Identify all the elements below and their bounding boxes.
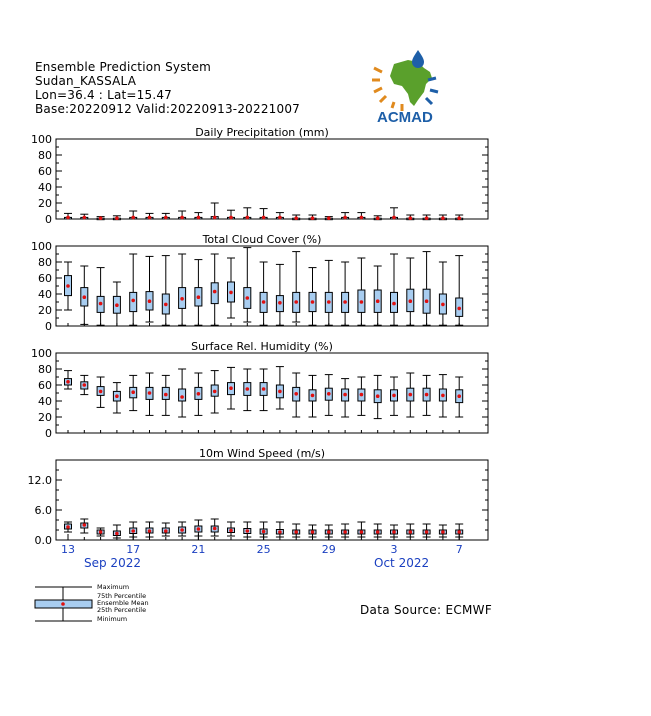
x-tick-label: 13 xyxy=(61,543,75,556)
mean-marker xyxy=(99,216,103,220)
mean-marker xyxy=(327,392,331,396)
month-label-oct: Oct 2022 xyxy=(374,556,430,570)
y-tick-label: 40 xyxy=(38,181,52,194)
panel-frame xyxy=(56,139,488,219)
mean-marker xyxy=(148,299,152,303)
mean-marker xyxy=(115,532,119,536)
mean-marker xyxy=(213,527,217,531)
mean-marker xyxy=(262,216,266,220)
mean-marker xyxy=(148,216,152,220)
mean-marker xyxy=(409,393,413,397)
y-tick-label: 0 xyxy=(45,213,52,226)
mean-marker xyxy=(376,299,380,303)
legend-75th-label: 75th Percentile xyxy=(97,592,147,600)
coords-label: Lon=36.4 : Lat=15.47 xyxy=(35,88,173,102)
mean-marker xyxy=(197,295,201,299)
legend-maximum-label: Maximum xyxy=(97,583,130,591)
mean-marker xyxy=(164,303,168,307)
mean-marker xyxy=(294,300,298,304)
mean-marker xyxy=(262,387,266,391)
mean-marker xyxy=(246,296,250,300)
y-tick-label: 60 xyxy=(38,165,52,178)
x-tick-label: 7 xyxy=(455,543,463,556)
mean-marker xyxy=(457,307,461,311)
y-tick-label: 0 xyxy=(45,427,52,440)
panel-title: Daily Precipitation (mm) xyxy=(195,126,329,139)
y-tick-label: 0 xyxy=(45,320,52,333)
mean-marker xyxy=(115,394,119,398)
mean-marker xyxy=(425,530,429,534)
mean-marker xyxy=(327,530,331,534)
mean-marker xyxy=(213,290,217,294)
chart-title: Ensemble Prediction System xyxy=(35,60,212,74)
mean-marker xyxy=(164,393,168,397)
y-tick-label: 12.0 xyxy=(27,474,52,487)
y-tick-label: 60 xyxy=(38,379,52,392)
mean-marker xyxy=(343,530,347,534)
mean-marker xyxy=(99,302,103,306)
y-tick-label: 20 xyxy=(38,411,52,424)
mean-marker xyxy=(180,297,184,301)
mean-marker xyxy=(66,380,70,384)
mean-marker xyxy=(278,390,282,394)
mean-marker xyxy=(229,529,233,533)
y-tick-label: 80 xyxy=(38,149,52,162)
base-valid-label: Base:20220912 Valid:20220913-20221007 xyxy=(35,102,301,116)
mean-marker xyxy=(441,394,445,398)
mean-marker xyxy=(197,392,201,396)
legend-25th-label: 25th Percentile xyxy=(97,606,147,614)
mean-marker xyxy=(213,216,217,220)
mean-marker xyxy=(441,216,445,220)
mean-marker xyxy=(66,284,70,288)
mean-marker xyxy=(229,291,233,295)
mean-marker xyxy=(360,393,364,397)
mean-marker xyxy=(409,530,413,534)
mean-marker xyxy=(327,300,331,304)
mean-marker xyxy=(457,394,461,398)
mean-marker xyxy=(409,299,413,303)
mean-marker xyxy=(164,529,168,533)
mean-marker xyxy=(294,392,298,396)
mean-marker xyxy=(131,529,135,533)
mean-marker xyxy=(115,216,119,220)
panel-1 xyxy=(31,126,488,226)
mean-marker xyxy=(229,216,233,220)
mean-marker xyxy=(180,528,184,532)
mean-marker xyxy=(66,525,70,529)
mean-marker xyxy=(343,300,347,304)
panel-title: 10m Wind Speed (m/s) xyxy=(198,447,326,460)
mean-marker xyxy=(246,216,250,220)
mean-marker xyxy=(457,216,461,220)
mean-marker xyxy=(392,530,396,534)
mean-marker xyxy=(392,394,396,398)
location-label: Sudan_KASSALA xyxy=(35,74,137,88)
panel-title: Total Cloud Cover (%) xyxy=(202,233,322,246)
mean-marker xyxy=(311,394,315,398)
mean-marker xyxy=(294,216,298,220)
mean-marker xyxy=(131,216,135,220)
panel-3 xyxy=(31,340,488,440)
mean-marker xyxy=(262,300,266,304)
mean-marker xyxy=(343,393,347,397)
legend-box-key xyxy=(35,587,92,621)
mean-marker xyxy=(99,390,103,394)
y-tick-label: 40 xyxy=(38,288,52,301)
mean-marker xyxy=(360,300,364,304)
mean-marker xyxy=(376,530,380,534)
mean-marker xyxy=(327,216,331,220)
mean-marker xyxy=(197,216,201,220)
mean-marker xyxy=(83,523,87,527)
mean-marker xyxy=(278,301,282,305)
x-tick-label: 3 xyxy=(390,543,398,556)
mean-marker xyxy=(360,216,364,220)
y-tick-label: 20 xyxy=(38,197,52,210)
mean-marker xyxy=(441,530,445,534)
mean-marker xyxy=(441,303,445,307)
panel-title: Surface Rel. Humidity (%) xyxy=(191,340,333,353)
mean-marker xyxy=(99,530,103,534)
mean-marker xyxy=(246,387,250,391)
mean-marker xyxy=(83,295,87,299)
mean-marker xyxy=(376,216,380,220)
x-tick-label: 21 xyxy=(191,543,206,556)
mean-marker xyxy=(425,299,429,303)
legend-mean-label: Ensemble Mean xyxy=(97,599,149,607)
data-source-label: Data Source: ECMWF xyxy=(360,603,493,617)
mean-marker xyxy=(343,216,347,220)
mean-marker xyxy=(392,302,396,306)
x-tick-label: 17 xyxy=(126,543,141,556)
mean-marker xyxy=(311,530,315,534)
mean-marker xyxy=(262,530,266,534)
mean-marker xyxy=(83,383,87,387)
panel-frame xyxy=(56,246,488,326)
mean-marker xyxy=(229,386,233,390)
iqr-box xyxy=(179,389,186,401)
logo-text: ACMAD xyxy=(377,109,433,126)
mean-marker xyxy=(213,390,217,394)
mean-marker xyxy=(131,299,135,303)
mean-marker xyxy=(131,390,135,394)
panel-4 xyxy=(28,447,489,547)
mean-marker xyxy=(278,530,282,534)
y-tick-label: 100 xyxy=(31,347,52,360)
mean-marker xyxy=(409,216,413,220)
mean-marker xyxy=(66,216,70,220)
y-tick-label: 0.0 xyxy=(34,534,52,547)
x-tick-label: 29 xyxy=(321,543,336,556)
y-tick-label: 20 xyxy=(38,304,52,317)
mean-marker xyxy=(392,216,396,220)
legend-mean-marker xyxy=(61,602,65,606)
y-tick-label: 80 xyxy=(38,256,52,269)
panel-2 xyxy=(31,233,488,333)
legend-minimum-label: Minimum xyxy=(97,615,128,623)
x-tick-label: 25 xyxy=(256,543,271,556)
y-tick-label: 100 xyxy=(31,240,52,253)
mean-marker xyxy=(180,395,184,399)
mean-marker xyxy=(376,394,380,398)
mean-marker xyxy=(294,530,298,534)
panel-frame xyxy=(56,460,488,540)
mean-marker xyxy=(148,529,152,533)
mean-marker xyxy=(246,529,250,533)
mean-marker xyxy=(457,530,461,534)
mean-marker xyxy=(360,530,364,534)
mean-marker xyxy=(83,216,87,220)
y-tick-label: 60 xyxy=(38,272,52,285)
mean-marker xyxy=(115,303,119,307)
month-label-sep: Sep 2022 xyxy=(84,556,141,570)
mean-marker xyxy=(425,216,429,220)
y-tick-label: 40 xyxy=(38,395,52,408)
mean-marker xyxy=(180,216,184,220)
y-tick-label: 80 xyxy=(38,363,52,376)
y-tick-label: 100 xyxy=(31,133,52,146)
mean-marker xyxy=(311,300,315,304)
mean-marker xyxy=(164,216,168,220)
mean-marker xyxy=(425,393,429,397)
mean-marker xyxy=(278,216,282,220)
mean-marker xyxy=(311,216,315,220)
y-tick-label: 6.0 xyxy=(34,504,52,517)
mean-marker xyxy=(148,391,152,395)
mean-marker xyxy=(197,527,201,531)
